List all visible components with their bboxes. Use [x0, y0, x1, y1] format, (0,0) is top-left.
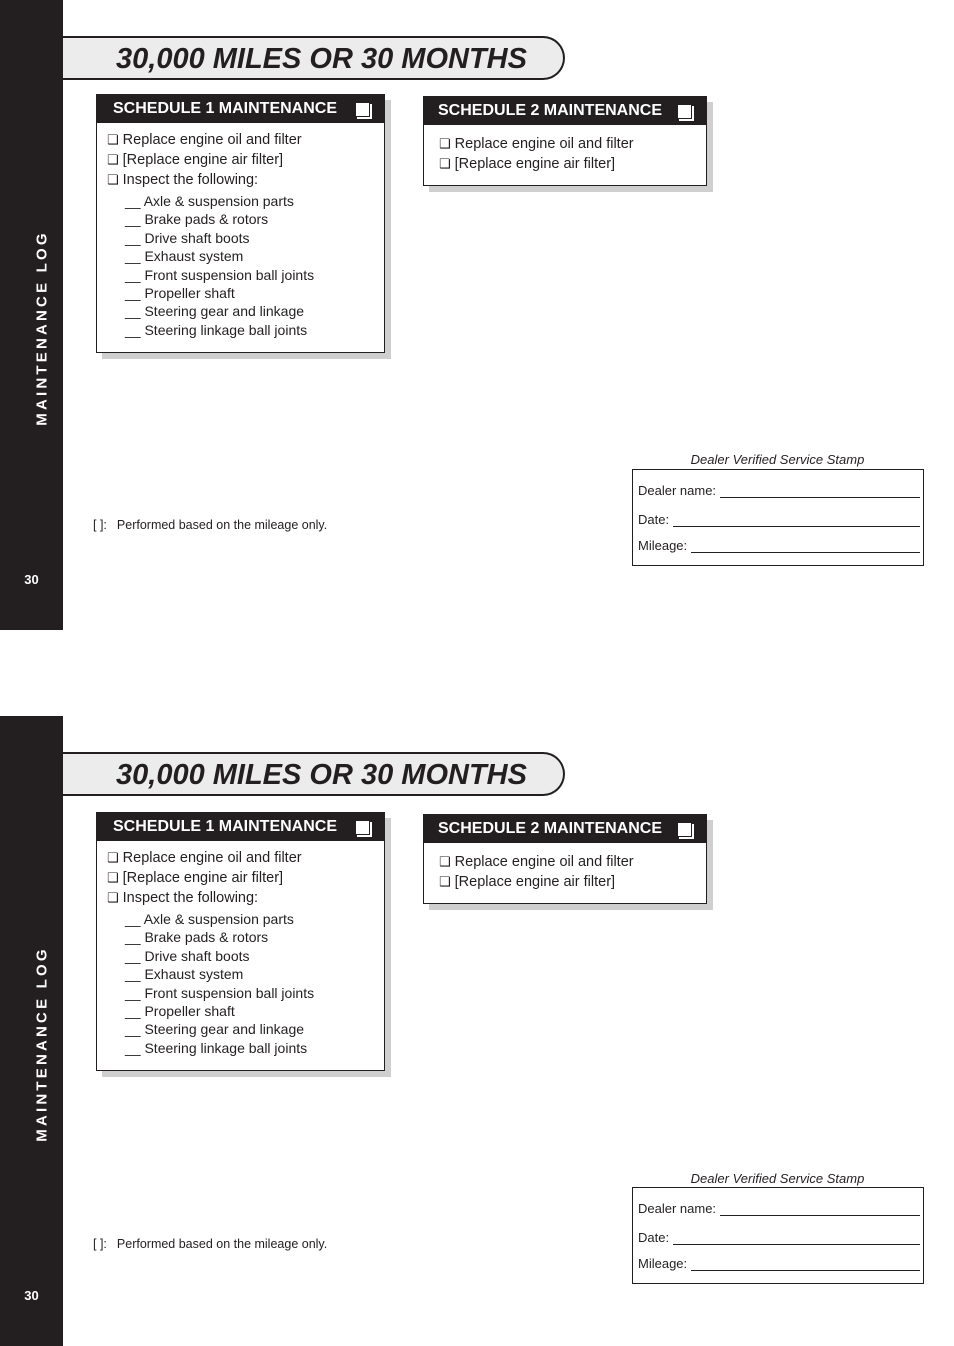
dealer-name-label: Dealer name:: [638, 483, 717, 498]
dealer-name-label: Dealer name:: [638, 1201, 717, 1216]
subitem: __ Propeller shaft: [125, 285, 235, 302]
mileage-label: Mileage:: [638, 538, 688, 553]
book-icon: [677, 822, 692, 837]
checkbox-icon[interactable]: ❑: [107, 850, 119, 865]
subitem: __ Propeller shaft: [125, 1003, 235, 1020]
subitem: __ Exhaust system: [125, 248, 244, 265]
schedule-2-title: SCHEDULE 2 MAINTENANCE: [438, 820, 663, 837]
list-item[interactable]: ❑ Inspect the following: __ Axle & suspension parts __ Brake pads & rotors __ Drive shaft boots __ Exhaust system __ Front suspension ball joints __ Propeller shaft __ Steering gear and linkage __ Steering linkage ball joints: [107, 170, 384, 339]
list-item[interactable]: ❑ Replace engine oil and filter: [107, 850, 302, 866]
sidebar-label: MAINTENANCE LOG: [33, 230, 51, 426]
checkbox-icon[interactable]: ❑: [439, 874, 451, 889]
interval-banner: [63, 752, 565, 796]
list-item[interactable]: ❑ [Replace engine air filter]: [107, 870, 284, 886]
date-label: Date:: [638, 512, 670, 527]
subitem: __ Steering linkage ball joints: [125, 1039, 308, 1056]
date-field[interactable]: [673, 1231, 920, 1245]
subitem: __ Drive shaft boots: [125, 229, 250, 246]
subitem: __ Exhaust system: [125, 966, 244, 983]
footnote: [93, 518, 327, 532]
schedule-1-header: [97, 813, 384, 841]
list-item[interactable]: ❑ Replace engine oil and filter: [107, 132, 302, 148]
dealer-name-row: [638, 1201, 920, 1216]
sidebar: [0, 716, 63, 1346]
mileage-field[interactable]: [691, 1257, 920, 1271]
inspection-subitems: [125, 910, 384, 1057]
list-item[interactable]: ❑ [Replace engine air filter]: [439, 156, 616, 172]
subitem: __ Brake pads & rotors: [125, 929, 269, 946]
schedule-1-items: [97, 123, 384, 339]
page-number: 30: [24, 572, 39, 587]
subitem: __ Steering gear and linkage: [125, 303, 305, 320]
sidebar: [0, 0, 63, 630]
interval-title: 30,000 MILES OR 30 MONTHS: [116, 759, 527, 791]
subitem: __ Steering linkage ball joints: [125, 321, 308, 338]
schedule-2-box: [423, 96, 707, 186]
log-page-2: [0, 716, 954, 1346]
mileage-label: Mileage:: [638, 1256, 688, 1271]
dealer-name-field[interactable]: [720, 484, 920, 498]
date-row: [638, 1230, 920, 1245]
interval-banner: [63, 36, 565, 80]
dealer-stamp-box: [632, 469, 924, 566]
book-icon: [355, 102, 370, 117]
schedule-1-box: [96, 94, 385, 353]
checkbox-icon[interactable]: ❑: [107, 870, 119, 885]
schedule-2-header: [424, 97, 706, 125]
book-icon: [677, 104, 692, 119]
schedule-1-title: SCHEDULE 1 MAINTENANCE: [113, 100, 338, 117]
subitem: __ Front suspension ball joints: [125, 984, 315, 1001]
dealer-name-field[interactable]: [720, 1202, 920, 1216]
subitem: __ Brake pads & rotors: [125, 211, 269, 228]
sidebar-label: MAINTENANCE LOG: [33, 946, 51, 1142]
checkbox-icon[interactable]: ❑: [107, 132, 119, 147]
stamp-caption: Dealer Verified Service Stamp: [690, 452, 865, 467]
subitem: __ Drive shaft boots: [125, 947, 250, 964]
interval-title: 30,000 MILES OR 30 MONTHS: [116, 43, 527, 75]
mileage-field[interactable]: [691, 539, 920, 553]
mileage-row: [638, 1256, 920, 1271]
schedule-2-items: [424, 843, 706, 892]
date-field[interactable]: [673, 513, 920, 527]
schedule-1-items: [97, 841, 384, 1057]
footnote-mark: [ ]:: [93, 518, 107, 532]
mileage-row: [638, 538, 920, 553]
subitem: __ Front suspension ball joints: [125, 266, 315, 283]
book-icon: [355, 820, 370, 835]
list-item[interactable]: ❑ Replace engine oil and filter: [439, 854, 634, 870]
stamp-caption: Dealer Verified Service Stamp: [690, 1171, 865, 1186]
log-page-1: [0, 0, 954, 630]
footnote-text: Performed based on the mileage only.: [116, 518, 328, 532]
checkbox-icon[interactable]: ❑: [107, 172, 119, 187]
schedule-2-items: [424, 125, 706, 174]
inspection-subitems: [125, 192, 384, 339]
list-item[interactable]: ❑ [Replace engine air filter]: [107, 152, 284, 168]
checkbox-icon[interactable]: ❑: [107, 152, 119, 167]
checkbox-icon[interactable]: ❑: [107, 890, 119, 905]
schedule-2-box: [423, 814, 707, 904]
footnote-mark: [ ]:: [93, 1237, 107, 1251]
dealer-stamp-box: [632, 1187, 924, 1284]
schedule-2-header: [424, 815, 706, 843]
checkbox-icon[interactable]: ❑: [439, 136, 451, 151]
schedule-1-header: [97, 95, 384, 123]
schedule-2-title: SCHEDULE 2 MAINTENANCE: [438, 102, 663, 119]
date-row: [638, 512, 920, 527]
list-item[interactable]: ❑ Inspect the following: __ Axle & suspension parts __ Brake pads & rotors __ Drive shaft boots __ Exhaust system __ Front suspension ball joints __ Propeller shaft __ Steering gear and linkage __ Steering linkage ball joints: [107, 888, 384, 1057]
subitem: __ Axle & suspension parts: [125, 193, 294, 209]
subitem: __ Steering gear and linkage: [125, 1021, 305, 1038]
dealer-name-row: [638, 483, 920, 498]
schedule-1-box: [96, 812, 385, 1071]
subitem: __ Axle & suspension parts: [125, 911, 294, 927]
list-item[interactable]: ❑ [Replace engine air filter]: [439, 874, 616, 890]
checkbox-icon[interactable]: ❑: [439, 156, 451, 171]
page-number: 30: [24, 1288, 39, 1303]
list-item[interactable]: ❑ Replace engine oil and filter: [439, 136, 634, 152]
checkbox-icon[interactable]: ❑: [439, 854, 451, 869]
footnote: [93, 1237, 327, 1251]
footnote-text: Performed based on the mileage only.: [116, 1237, 328, 1251]
schedule-1-title: SCHEDULE 1 MAINTENANCE: [113, 818, 338, 835]
date-label: Date:: [638, 1230, 670, 1245]
